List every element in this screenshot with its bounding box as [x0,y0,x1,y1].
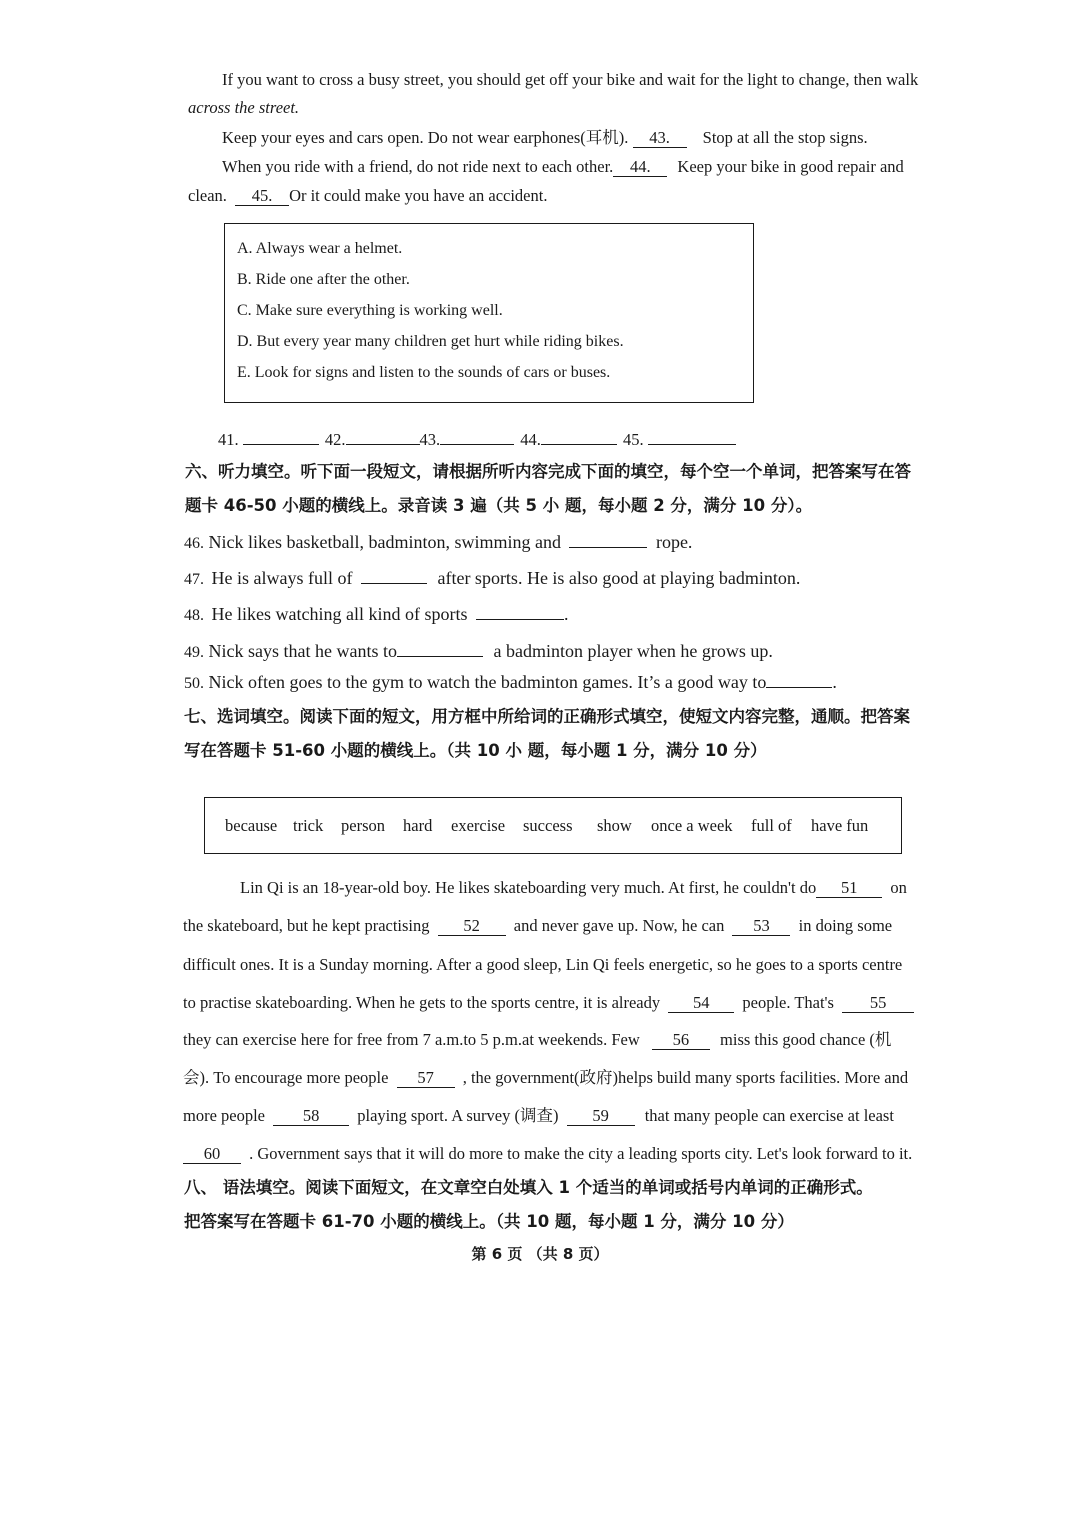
blank-45[interactable]: 45. [235,186,289,206]
passage2-line: the skateboard, but he kept practising 52 and never gave up. Now, he can 53 in doing some [183,916,893,935]
blank-57[interactable]: 57 [397,1068,455,1088]
word-hard: hard [403,816,433,835]
passage2-line: to practise skateboarding. When he gets to the sports centre, it is already 54 people. That's 55 [183,992,914,1014]
question-48: 48. He likes watching all kind of sports . [184,604,569,624]
passage1-line: If you want to cross a busy street, you should get off your bike and wait for the light to change, then walk [222,70,919,89]
option-c: C. Make sure everything is working well. [237,302,503,319]
blank-58[interactable]: 58 [273,1106,349,1126]
blank-48[interactable] [476,619,564,620]
word-because: because [225,816,278,835]
passage2-line: they can exercise here for free from 7 a.m.to 5 p.m.at weekends. Few 56 miss this good chance (机 [183,1030,892,1049]
passage2-line: 60 . Government says that it will do more to make the city a leading sports city. Let's look forward to it. [183,1143,912,1165]
page-footer: 第 6 页 （共 8 页） [471,1245,609,1263]
question-47: 47. He is always full of after sports. He is also good at playing badminton. [184,568,801,588]
question-46: 46. Nick likes basketball, badminton, swimming and rope. [184,532,693,552]
section8-heading: 把答案写在答题卡 61-70 小题的横线上。（共 10 题，每小题 1 分，满分 10 分） [184,1212,794,1231]
word-person: person [341,816,385,835]
word-exercise: exercise [451,816,506,835]
blank-59[interactable]: 59 [567,1106,635,1126]
option-e: E. Look for signs and listen to the sounds of cars or buses. [237,364,611,381]
blank-46[interactable] [569,547,647,548]
option-a: A. Always wear a helmet. [237,240,403,257]
section8-heading: 八、 语法填空。阅读下面短文，在文章空白处填入 1 个适当的单词或括号内单词的正确形式。 [184,1178,873,1197]
question-49: 49. Nick says that he wants to a badminton player when he grows up. [184,641,773,661]
options-box [224,223,754,403]
blank-43[interactable]: 43. [633,128,687,148]
answer-blank-43[interactable] [440,444,514,445]
blank-47[interactable] [361,583,427,584]
word-box [204,797,902,854]
section7-heading: 写在答题卡 51-60 小题的横线上。（共 10 小 题，每小题 1 分，满分 10 分） [184,741,767,760]
word-full-of: full of [751,816,792,835]
option-b: B. Ride one after the other. [237,271,410,288]
word-show: show [597,816,632,835]
blank-53[interactable]: 53 [732,916,790,936]
blank-52[interactable]: 52 [438,916,506,936]
section6-heading: 六、听力填空。听下面一段短文，请根据所听内容完成下面的填空，每个空一个单词，把答案写在答 [185,462,911,481]
answer-blank-45[interactable] [648,444,736,445]
blank-55[interactable]: 55 [842,993,914,1013]
blank-49[interactable] [397,656,483,657]
passage2-line: 会). To encourage more people 57 , the government(政府)helps build many sports facilities. More and [183,1068,909,1087]
answer-blank-41[interactable] [243,444,319,445]
passage2-line: difficult ones. It is a Sunday morning. After a good sleep, Lin Qi feels energetic, so he goes to a sports centre [183,955,903,974]
blank-56[interactable]: 56 [652,1030,710,1050]
passage2-line: more people 58 playing sport. A survey (调查) 59 that many people can exercise at least [183,1106,894,1125]
word-success: success [523,816,573,835]
passage1-line: When you ride with a friend, do not ride next to each other. 44. Keep your bike in good repair and [222,157,904,176]
answer-blank-44[interactable] [541,444,617,445]
word-have-fun: have fun [811,816,869,835]
word-trick: trick [293,816,324,835]
option-d: D. But every year many children get hurt while riding bikes. [237,333,624,350]
blank-50[interactable] [766,687,832,688]
passage2-line: Lin Qi is an 18-year-old boy. He likes skateboarding very much. At first, he couldn't do 51 on [240,878,907,897]
passage1-line: across the street. [188,98,300,117]
answer-row: 41. 42. 43. 44. 45. [218,429,736,451]
blank-51[interactable]: 51 [816,878,882,898]
blank-44[interactable]: 44. [613,157,667,177]
blank-54[interactable]: 54 [668,993,734,1013]
question-50: 50. Nick often goes to the gym to watch the badminton games. It’s a good way to . [184,672,837,692]
section7-heading: 七、选词填空。阅读下面的短文，用方框中所给词的正确形式填空，使短文内容完整，通顺。把答案 [184,707,910,726]
answer-blank-42[interactable] [346,444,420,445]
passage1-line: Keep your eyes and cars open. Do not wear earphones(耳机). 43. Stop at all the stop signs. [222,128,868,147]
word-once-a-week: once a week [651,816,733,835]
blank-60[interactable]: 60 [183,1144,241,1164]
passage1-line: clean. 45. Or it could make you have an accident. [188,186,548,205]
section6-heading: 题卡 46-50 小题的横线上。录音读 3 遍（共 5 小 题，每小题 2 分，满分 10 分）。 [185,496,813,515]
